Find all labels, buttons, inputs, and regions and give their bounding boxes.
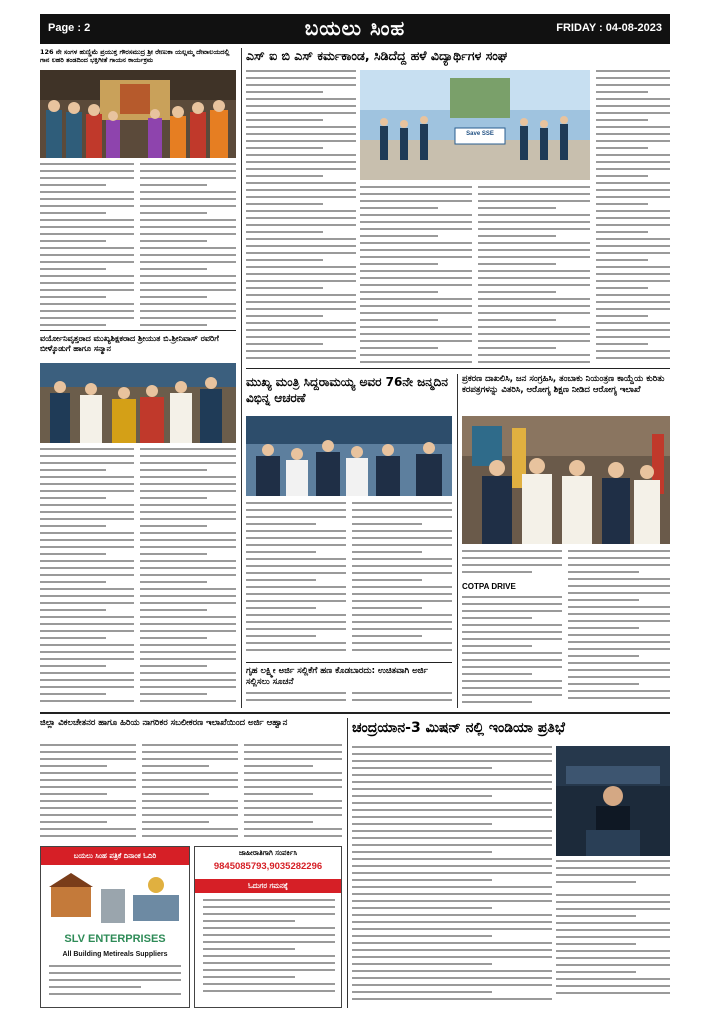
- chandrayaan-headline: ಚಂದ್ರಯಾನ-3 ಮಿಷನ್ ನಲ್ಲಿ ಇಂಡಿಯಾ ಪ್ರತಿಭೆ: [352, 720, 565, 736]
- temple-headline: 126 ನೇ ಸಂಗಳ ಹುಣ್ಣಿಮೆ ಪ್ರಯುಕ್ತ ಗೌರಸಮುದ್ರ ಶ್ರೀ ರೇಣುಕಾ ಯಲ್ಲಮ್ಮ ದೇವಾಲಯದಲ್ಲಿ ಗಾನ ಲಹರಿ ತಂಡದಿಂದ ಭಕ್ತಿಗೀತೆ ಗಾಯನ ಕಾರ್ಯಕ್ರಮ: [40, 48, 230, 64]
- cm-photo: [246, 416, 452, 496]
- gruha-lakshmi-body-text: [246, 692, 346, 708]
- sanmana-photo: [40, 363, 236, 443]
- gruha-lakshmi-body-text-col2: [352, 692, 452, 708]
- temple-body-text: [40, 163, 134, 328]
- sse-protest-banner: Save SSE: [466, 131, 494, 137]
- district-applications-headline: ಜಿಲ್ಲಾ ವಿಕಲಚೇತನರ ಹಾಗೂ ಹಿರಿಯ ನಾಗರಿಕರ ಸಬಲೀಕರಣ ಇಲಾಖೆಯಿಂದ ಅರ್ಜಿ ಆಹ್ವಾನ: [40, 718, 288, 728]
- tobacco-drive-body-text-col2: [568, 550, 670, 708]
- slv-ad-top-banner: ಬಯಲು ಸಿಂಹ ಪತ್ರಿಕೆ ದಿನಾಂಕ ಓದಿರಿ: [41, 847, 189, 865]
- tobacco-drive-body-text-more: [462, 596, 562, 708]
- temple-body-text-col2: [140, 163, 236, 328]
- chandrayaan-body-text: [352, 746, 552, 1008]
- readers-notice-title: ಓದುಗರ ಗಮನಕ್ಕೆ: [195, 879, 341, 893]
- gruha-lakshmi-headline: ಗೃಹ ಲಕ್ಷ್ಮೀ ಅರ್ಜಿ ಸಲ್ಲಿಕೆಗೆ ಹಣ ಕೊಡಬಾರದು: ಉಚಿತವಾಗಿ ಅರ್ಜಿ ಸಲ್ಲಿಸಲು ಸೂಚನೆ: [246, 666, 428, 687]
- advertise-contact-box: [194, 846, 342, 1008]
- tobacco-drive-headline: ಪ್ರಕರಣ ದಾಖಲಿಸಿ, ಜನ ಸಂಗ್ರಹಿಸಿ, ತಂಬಾಕು ನಿಯಂತ್ರಣ ಕಾಯ್ದೆಯ ಕುರಿತು ಕರಪತ್ರಗಳನ್ನು ವಿತರಿಸಿ, ಆರೋಗ್ಯ ಶಿಕ್ಷಣ ನೀಡಿದ ಆರೋಗ್ಯ ಇಲಾಖೆ: [462, 374, 665, 395]
- sse-body-text-col2: [360, 186, 472, 366]
- district-applications-body-text-col2: [142, 744, 238, 842]
- tobacco-drive-photo: [462, 416, 670, 544]
- advertise-contact-phones: 9845085793,9035282296: [213, 861, 323, 872]
- cm-headline: ಮುಖ್ಯ ಮಂತ್ರಿ ಸಿದ್ದರಾಮಯ್ಯ ಅವರ 76ನೇ ಜನ್ಮದಿನ ವಿಭಿನ್ನ ಆಚರಣೆ: [246, 375, 448, 405]
- advertise-contact-header: ಜಾಹೀರಾತಿಗಾಗಿ ಸಂಪರ್ಕಿಸಿ: [238, 849, 298, 857]
- district-applications-body-text: [40, 744, 136, 842]
- newspaper-page: [34, 8, 676, 1016]
- sanmana-body-text-col2: [140, 448, 236, 708]
- sanmana-body-text: [40, 448, 134, 708]
- sse-body-text: [246, 70, 356, 365]
- slv-ad-details: [49, 965, 181, 1003]
- sse-headline: ಎಸ್ ಐ ಬಿ ಎಸ್ ಕರ್ಮಕಾಂಡ, ಸಿಡಿದೆದ್ದ ಹಳೆ ವಿದ್ಯಾರ್ಥಿಗಳ ಸಂಘ: [246, 48, 508, 63]
- cotpa-drive-label: COTPA DRIVE: [462, 582, 516, 591]
- district-applications-body-text-col3: [244, 744, 342, 842]
- page-number: Page : 2: [48, 22, 91, 34]
- temple-photo: [40, 70, 236, 158]
- slv-ad-name: SLV ENTERPRISES: [64, 933, 166, 945]
- chandrayaan-photo-caption: [556, 860, 670, 890]
- chandrayaan-photo: [556, 746, 670, 856]
- sse-body-text-col4: [596, 70, 670, 365]
- sse-protest-photo: [360, 70, 590, 180]
- sse-body-text-col3: [478, 186, 590, 366]
- tobacco-drive-body-text: [462, 550, 562, 580]
- cm-body-text-col2: [352, 502, 452, 658]
- newspaper-title: ಬಯಲು ಸಿಂಹ: [304, 16, 406, 40]
- masthead: [40, 14, 670, 44]
- slv-ad-tagline: All Building Metireals Suppliers: [62, 951, 168, 958]
- readers-notice-body: [203, 899, 335, 1003]
- building-materials-icon: [41, 869, 189, 929]
- cm-body-text: [246, 502, 346, 658]
- chandrayaan-body-text-col2: [556, 894, 670, 1008]
- issue-date: FRIDAY : 04-08-2023: [556, 22, 662, 34]
- slv-enterprises-ad: [40, 846, 190, 1008]
- sanmana-headline: ವರ್ಯೋನಿವೃತ್ತರಾದ ಮುಖ್ಯಶಿಕ್ಷಕರಾದ ಶ್ರೀಯುತ ಬಿ.ಶ್ರೀನಿವಾಸ್ ರವರಿಗೆ ಬೀಳ್ಕೊಡುಗೆ ಹಾಗೂ ಸನ್ಮಾನ: [40, 334, 219, 353]
